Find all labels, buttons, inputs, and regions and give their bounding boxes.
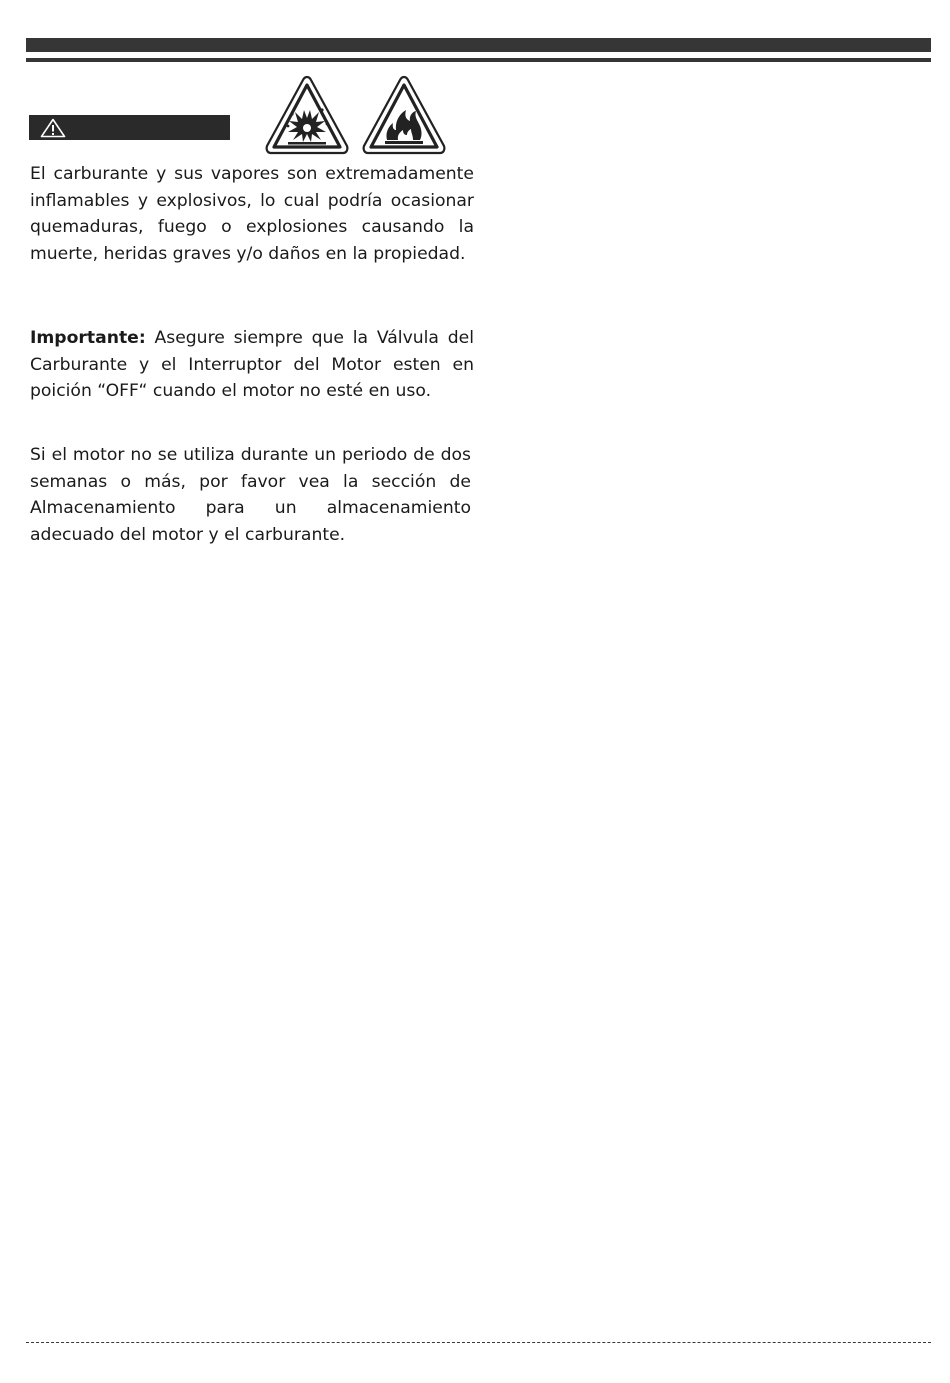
fuel-warning-paragraph: El carburante y sus vapores son extremadamente inflamables y explosivos, lo cual podría ocasionar quemaduras, fuego o explosiones causando la muerte, heridas graves y/o daños en la propiedad. [30,164,474,264]
explosion-hazard-icon [264,74,350,156]
fire-hazard-icon [361,74,447,156]
important-notice-paragraph [30,325,474,405]
warning-triangle-icon [40,118,66,138]
footer-dashed-rule [26,1342,931,1343]
warning-banner [29,115,230,140]
header-bar [26,38,931,52]
header-rule [26,58,931,62]
storage-note-paragraph: Si el motor no se utiliza durante un periodo de dos semanas o más, por favor vea la sección de Almacenamiento para un almacenamiento adecuado del motor y el carburante. [30,445,471,545]
important-label: Importante: [30,328,146,348]
important-text: Asegure siempre que la Válvula del Carburante y el Interruptor del Motor esten en poición “OFF“ cuando el motor no esté en uso. [30,328,474,401]
